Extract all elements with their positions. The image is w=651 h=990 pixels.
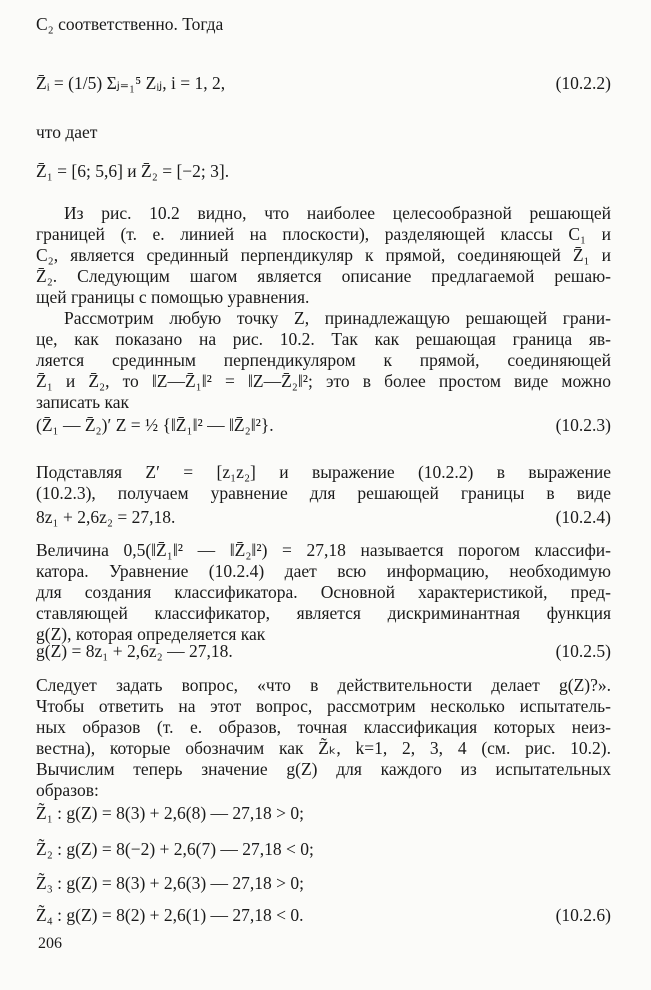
text-line: катора. Уравнение (10.2.4) дает всю информацию, необходимую — [36, 561, 611, 581]
text-line: Подставляя Z′ = [z₁z₂] и выражение (10.2.2) в выражение — [36, 462, 611, 482]
equation-number: (10.2.6) — [555, 905, 611, 925]
equation: Z̄ᵢ = (1/5) Σⱼ₌₁⁵ Zᵢⱼ, i = 1, 2, — [36, 73, 226, 93]
text-line: g(Z), которая определяется как — [36, 624, 266, 644]
text-line: C₂ соответственно. Тогда — [36, 14, 224, 34]
text-line: что дает — [36, 122, 98, 142]
equation-number: (10.2.4) — [555, 507, 611, 527]
text-line: Следует задать вопрос, «что в действительности делает g(Z)?». — [36, 675, 611, 695]
page-number: 206 — [38, 935, 62, 952]
text-line: ставляющей классификатор, является дискриминантная функция — [36, 603, 611, 623]
text-line: Рассмотрим любую точку Z, принадлежащую решающей грани- — [64, 308, 611, 328]
text-line: Чтобы ответить на этот вопрос, рассмотрим несколько испытатель- — [36, 696, 611, 716]
text-line: Из рис. 10.2 видно, что наиболее целесообразной решающей — [64, 203, 611, 223]
text-line: щей границы с помощью уравнения. — [36, 287, 310, 307]
equation: Z̃₁ : g(Z) = 8(3) + 2,6(8) — 27,18 > 0; — [36, 803, 305, 823]
equation-number: (10.2.2) — [555, 73, 611, 93]
text-line: Z̄₂. Следующим шагом является описание предлагаемой решаю- — [36, 266, 611, 286]
equation: (Z̄₁ — Z̄₂)′ Z = ½ {‖Z̄₁‖² — ‖Z̄₂‖²}. — [36, 415, 274, 435]
text-line: записать как — [36, 392, 129, 412]
equation: Z̃₃ : g(Z) = 8(3) + 2,6(3) — 27,18 > 0; — [36, 873, 305, 893]
text-line: Z̄₁ и Z̄₂, то ‖Z—Z̄₁‖² = ‖Z—Z̄₂‖²; это в более простом виде можно — [36, 371, 611, 391]
equation: Z̃₄ : g(Z) = 8(2) + 2,6(1) — 27,18 < 0. — [36, 905, 304, 925]
equation-number: (10.2.5) — [555, 641, 611, 661]
text-line: (10.2.3), получаем уравнение для решающей границы в виде — [36, 483, 611, 503]
text-line: для создания классификатора. Основной характеристикой, пред- — [36, 582, 611, 602]
equation: 8z₁ + 2,6z₂ = 27,18. — [36, 507, 176, 527]
text-line: Величина 0,5(‖Z̄₁‖² — ‖Z̄₂‖²) = 27,18 называется порогом классифи- — [36, 540, 611, 560]
text-line: ляется срединным перпендикуляром к прямой, соединяющей — [36, 350, 611, 370]
text-line: Вычислим теперь значение g(Z) для каждого из испытательных — [36, 759, 611, 779]
text-line: границей (т. е. линией на плоскости), разделяющей классы C₁ и — [36, 224, 611, 244]
equation: g(Z) = 8z₁ + 2,6z₂ — 27,18. — [36, 641, 233, 661]
equation-number: (10.2.3) — [555, 415, 611, 435]
text-line: образов: — [36, 780, 99, 800]
text-line: ных образов (т. е. образов, точная классификация которых неиз- — [36, 717, 611, 737]
text-line: C₂, является срединный перпендикуляр к прямой, соединяющей Z̄₁ и — [36, 245, 611, 265]
text-line: це, как показано на рис. 10.2. Так как решающая граница яв- — [36, 329, 611, 349]
text-line: вестна), которые обозначим как Z̃ₖ, k=1, 2, 3, 4 (см. рис. 10.2). — [36, 738, 611, 758]
equation: Z̄₁ = [6; 5,6] и Z̄₂ = [−2; 3]. — [36, 161, 230, 181]
equation: Z̃₂ : g(Z) = 8(−2) + 2,6(7) — 27,18 < 0; — [36, 839, 314, 859]
